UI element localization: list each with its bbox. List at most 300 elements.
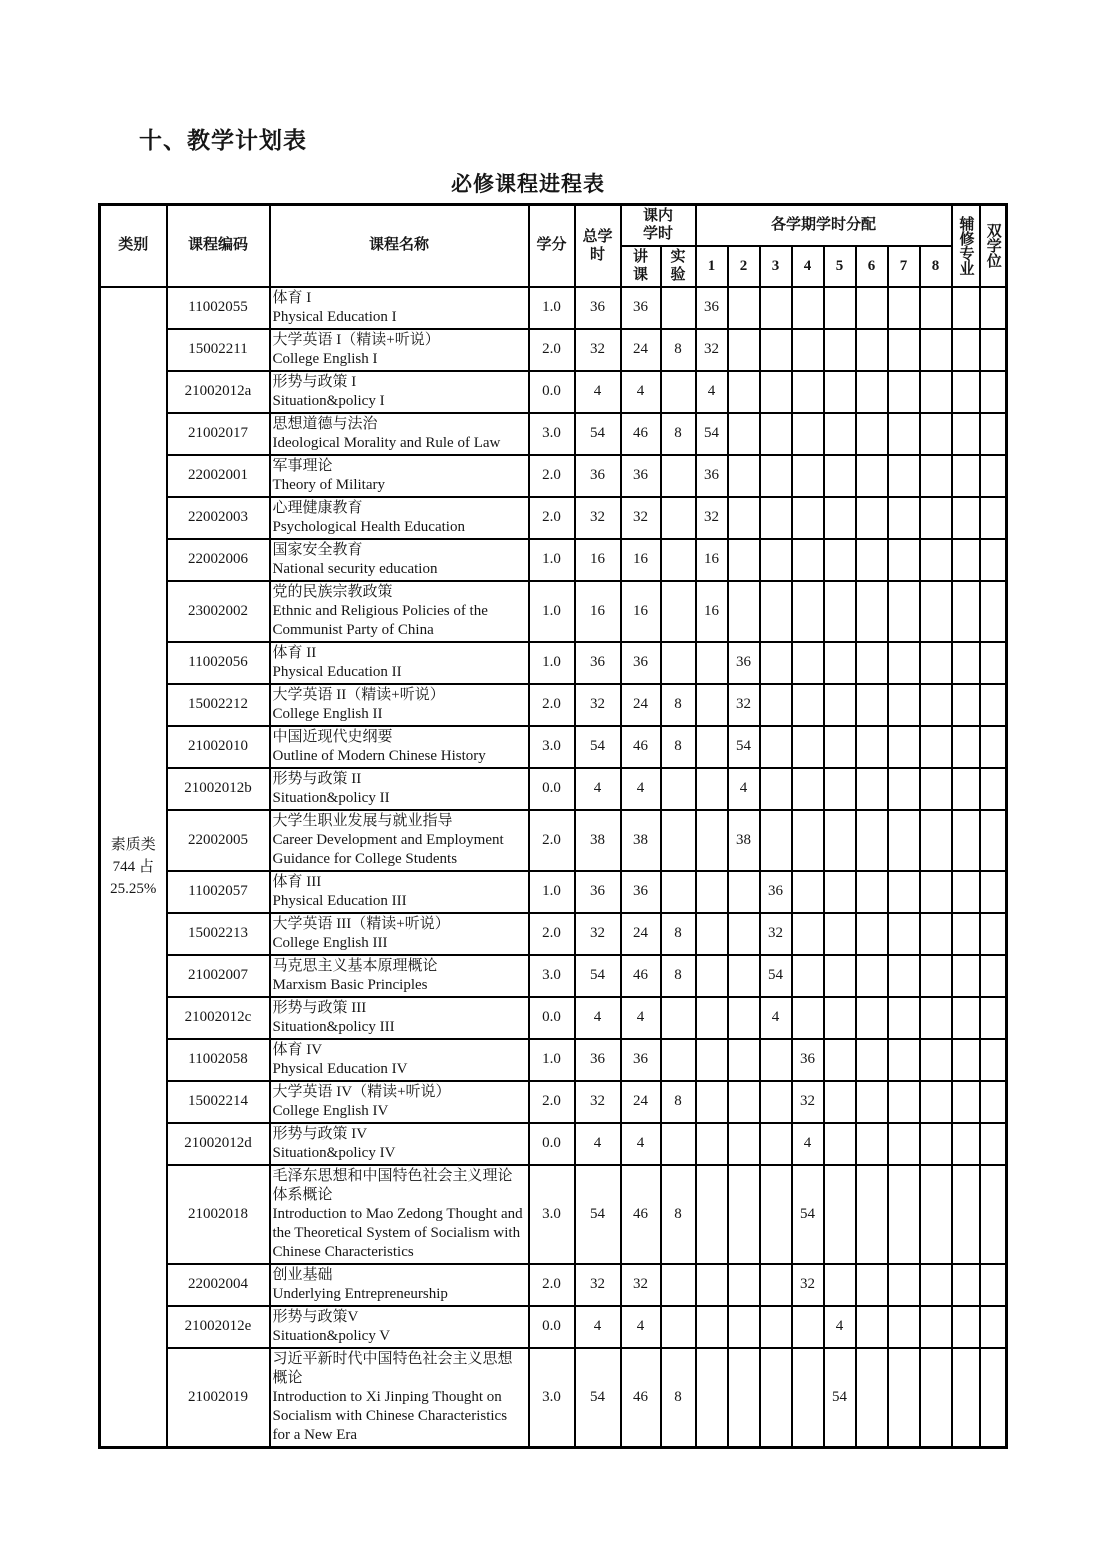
- semester-2-hours-cell: [728, 1348, 760, 1448]
- semester-7-hours-cell: [888, 642, 920, 684]
- experiment-hours-cell: 8: [661, 413, 696, 455]
- total-hours-cell: 32: [575, 329, 621, 371]
- course-name-zh: 体育 II: [272, 644, 317, 661]
- semester-4-hours-cell: 32: [792, 1264, 824, 1306]
- header-semester-2: 2: [728, 246, 760, 287]
- semester-3-hours-cell: [760, 1081, 792, 1123]
- semester-1-hours-cell: 36: [696, 455, 728, 497]
- lecture-hours-cell: 46: [621, 955, 661, 997]
- lecture-hours-cell: 16: [621, 581, 661, 642]
- minor-cell: [952, 768, 980, 810]
- total-hours-cell: 38: [575, 810, 621, 871]
- semester-1-hours-cell: [696, 1264, 728, 1306]
- total-hours-cell: 4: [575, 1306, 621, 1348]
- double-degree-cell: [980, 1081, 1007, 1123]
- semester-4-hours-cell: [792, 1348, 824, 1448]
- minor-cell: [952, 913, 980, 955]
- category-cell: [100, 287, 167, 1448]
- minor-cell: [952, 539, 980, 581]
- credits-cell: 1.0: [529, 581, 575, 642]
- credits-cell: 2.0: [529, 497, 575, 539]
- semester-7-hours-cell: [888, 1264, 920, 1306]
- course-code-cell: 22002006: [167, 539, 270, 581]
- header-semester-4: 4: [792, 246, 824, 287]
- semester-8-hours-cell: [920, 726, 952, 768]
- minor-cell: [952, 726, 980, 768]
- course-code-cell: 22002001: [167, 455, 270, 497]
- total-hours-cell: 32: [575, 1081, 621, 1123]
- semester-3-hours-cell: [760, 642, 792, 684]
- semester-7-hours-cell: [888, 1348, 920, 1448]
- course-code-cell: 21002012e: [167, 1306, 270, 1348]
- lecture-hours-cell: 38: [621, 810, 661, 871]
- double-degree-cell: [980, 287, 1007, 329]
- semester-5-hours-cell: [824, 768, 856, 810]
- experiment-hours-cell: [661, 581, 696, 642]
- course-row: [100, 581, 1007, 642]
- course-table-body: [100, 287, 1007, 1448]
- total-hours-cell: 16: [575, 581, 621, 642]
- header-in-class-hours: 课内学时: [621, 205, 696, 246]
- total-hours-cell: 36: [575, 287, 621, 329]
- semester-8-hours-cell: [920, 1081, 952, 1123]
- semester-5-hours-cell: 54: [824, 1348, 856, 1448]
- lecture-hours-cell: 24: [621, 1081, 661, 1123]
- lecture-hours-cell: 16: [621, 539, 661, 581]
- course-code-cell: 21002012a: [167, 371, 270, 413]
- course-name-cell: [270, 997, 529, 1039]
- double-degree-cell: [980, 1348, 1007, 1448]
- semester-6-hours-cell: [856, 1081, 888, 1123]
- semester-5-hours-cell: [824, 497, 856, 539]
- total-hours-cell: 54: [575, 1348, 621, 1448]
- credits-cell: 3.0: [529, 955, 575, 997]
- semester-5-hours-cell: [824, 413, 856, 455]
- course-name-zh: 党的民族宗教政策: [272, 583, 393, 600]
- semester-7-hours-cell: [888, 768, 920, 810]
- semester-4-hours-cell: [792, 684, 824, 726]
- semester-6-hours-cell: [856, 768, 888, 810]
- course-name-en: Physical Education III: [272, 892, 407, 909]
- experiment-hours-cell: [661, 810, 696, 871]
- semester-5-hours-cell: [824, 371, 856, 413]
- course-name-zh: 形势与政策 III: [272, 999, 367, 1016]
- semester-4-hours-cell: [792, 455, 824, 497]
- lecture-hours-cell: 4: [621, 1306, 661, 1348]
- minor-cell: [952, 581, 980, 642]
- course-name-en: College English IV: [272, 1102, 389, 1119]
- semester-1-hours-cell: 36: [696, 287, 728, 329]
- semester-6-hours-cell: [856, 871, 888, 913]
- course-row: [100, 1123, 1007, 1165]
- double-degree-cell: [980, 871, 1007, 913]
- semester-2-hours-cell: [728, 1039, 760, 1081]
- semester-1-hours-cell: 32: [696, 329, 728, 371]
- minor-cell: [952, 329, 980, 371]
- semester-3-hours-cell: [760, 726, 792, 768]
- credits-cell: 0.0: [529, 1306, 575, 1348]
- semester-7-hours-cell: [888, 997, 920, 1039]
- course-code-cell: 15002211: [167, 329, 270, 371]
- semester-5-hours-cell: [824, 1039, 856, 1081]
- course-row: [100, 810, 1007, 871]
- double-degree-cell: [980, 1306, 1007, 1348]
- header-semester-6: 6: [856, 246, 888, 287]
- semester-8-hours-cell: [920, 997, 952, 1039]
- double-degree-cell: [980, 1264, 1007, 1306]
- course-row: [100, 726, 1007, 768]
- minor-cell: [952, 413, 980, 455]
- semester-7-hours-cell: [888, 955, 920, 997]
- experiment-hours-cell: [661, 871, 696, 913]
- semester-2-hours-cell: [728, 497, 760, 539]
- minor-cell: [952, 1264, 980, 1306]
- course-name-zh: 大学生职业发展与就业指导: [272, 812, 453, 829]
- semester-4-hours-cell: [792, 329, 824, 371]
- course-code-cell: 15002212: [167, 684, 270, 726]
- credits-cell: 3.0: [529, 1348, 575, 1448]
- experiment-hours-cell: [661, 1264, 696, 1306]
- course-name-cell: [270, 871, 529, 913]
- semester-6-hours-cell: [856, 455, 888, 497]
- lecture-hours-cell: 36: [621, 871, 661, 913]
- semester-4-hours-cell: [792, 497, 824, 539]
- double-degree-cell: [980, 684, 1007, 726]
- semester-5-hours-cell: [824, 642, 856, 684]
- experiment-hours-cell: 8: [661, 1081, 696, 1123]
- semester-2-hours-cell: [728, 913, 760, 955]
- semester-3-hours-cell: [760, 1348, 792, 1448]
- course-name-zh: 体育 III: [272, 873, 322, 890]
- semester-1-hours-cell: [696, 1123, 728, 1165]
- semester-1-hours-cell: 4: [696, 371, 728, 413]
- semester-3-hours-cell: [760, 1264, 792, 1306]
- lecture-hours-cell: 46: [621, 1165, 661, 1264]
- course-name-en: Theory of Military: [272, 476, 385, 493]
- semester-4-hours-cell: [792, 726, 824, 768]
- semester-1-hours-cell: [696, 1081, 728, 1123]
- credits-cell: 2.0: [529, 1264, 575, 1306]
- course-name-cell: [270, 581, 529, 642]
- semester-3-hours-cell: [760, 768, 792, 810]
- experiment-hours-cell: [661, 642, 696, 684]
- semester-1-hours-cell: [696, 997, 728, 1039]
- double-degree-cell: [980, 455, 1007, 497]
- experiment-hours-cell: [661, 1306, 696, 1348]
- double-degree-cell: [980, 642, 1007, 684]
- semester-5-hours-cell: [824, 913, 856, 955]
- semester-1-hours-cell: [696, 684, 728, 726]
- credits-cell: 1.0: [529, 642, 575, 684]
- course-code-cell: 22002003: [167, 497, 270, 539]
- course-name-cell: [270, 913, 529, 955]
- header-semester-5: 5: [824, 246, 856, 287]
- double-degree-cell: [980, 497, 1007, 539]
- course-name-cell: [270, 539, 529, 581]
- semester-4-hours-cell: 32: [792, 1081, 824, 1123]
- total-hours-cell: 36: [575, 642, 621, 684]
- semester-8-hours-cell: [920, 768, 952, 810]
- header-semester-1: 1: [696, 246, 728, 287]
- semester-4-hours-cell: [792, 642, 824, 684]
- minor-cell: [952, 1348, 980, 1448]
- semester-4-hours-cell: [792, 871, 824, 913]
- course-code-cell: 11002056: [167, 642, 270, 684]
- minor-cell: [952, 871, 980, 913]
- minor-cell: [952, 287, 980, 329]
- semester-8-hours-cell: [920, 287, 952, 329]
- course-name-zh: 创业基础: [272, 1266, 333, 1283]
- semester-3-hours-cell: [760, 413, 792, 455]
- semester-5-hours-cell: [824, 684, 856, 726]
- semester-6-hours-cell: [856, 1348, 888, 1448]
- course-name-cell: [270, 413, 529, 455]
- semester-8-hours-cell: [920, 1348, 952, 1448]
- course-row: [100, 287, 1007, 329]
- semester-7-hours-cell: [888, 810, 920, 871]
- course-name-cell: [270, 1264, 529, 1306]
- course-name-zh: 大学英语 III（精读+听说）: [272, 915, 450, 932]
- semester-4-hours-cell: [792, 913, 824, 955]
- double-degree-cell: [980, 371, 1007, 413]
- credits-cell: 2.0: [529, 913, 575, 955]
- course-row: [100, 1081, 1007, 1123]
- semester-8-hours-cell: [920, 1165, 952, 1264]
- lecture-hours-cell: 46: [621, 413, 661, 455]
- header-course-code: 课程编码: [167, 205, 270, 287]
- course-row: [100, 684, 1007, 726]
- semester-8-hours-cell: [920, 455, 952, 497]
- total-hours-cell: 54: [575, 955, 621, 997]
- semester-3-hours-cell: 32: [760, 913, 792, 955]
- credits-cell: 3.0: [529, 1165, 575, 1264]
- credits-cell: 2.0: [529, 810, 575, 871]
- lecture-hours-cell: 4: [621, 1123, 661, 1165]
- course-row: [100, 1165, 1007, 1264]
- semester-8-hours-cell: [920, 539, 952, 581]
- semester-4-hours-cell: [792, 768, 824, 810]
- header-double-degree: 双学位: [980, 205, 1007, 287]
- total-hours-cell: 54: [575, 413, 621, 455]
- lecture-hours-cell: 36: [621, 287, 661, 329]
- header-credits: 学分: [529, 205, 575, 287]
- semester-4-hours-cell: [792, 1306, 824, 1348]
- lecture-hours-cell: 46: [621, 726, 661, 768]
- semester-3-hours-cell: [760, 539, 792, 581]
- semester-7-hours-cell: [888, 913, 920, 955]
- course-name-zh: 体育 IV: [272, 1041, 323, 1058]
- course-name-cell: [270, 642, 529, 684]
- semester-2-hours-cell: [728, 371, 760, 413]
- semester-6-hours-cell: [856, 1264, 888, 1306]
- semester-6-hours-cell: [856, 539, 888, 581]
- semester-5-hours-cell: [824, 455, 856, 497]
- course-code-cell: 21002007: [167, 955, 270, 997]
- semester-3-hours-cell: [760, 1039, 792, 1081]
- course-name-zh: 马克思主义基本原理概论: [272, 957, 438, 974]
- experiment-hours-cell: [661, 1039, 696, 1081]
- course-name-cell: [270, 810, 529, 871]
- lecture-hours-cell: 4: [621, 768, 661, 810]
- lecture-hours-cell: 36: [621, 455, 661, 497]
- course-name-cell: [270, 287, 529, 329]
- semester-6-hours-cell: [856, 955, 888, 997]
- semester-2-hours-cell: 38: [728, 810, 760, 871]
- double-degree-cell: [980, 329, 1007, 371]
- credits-cell: 3.0: [529, 413, 575, 455]
- table-header: [100, 205, 1007, 287]
- semester-1-hours-cell: [696, 1165, 728, 1264]
- course-code-cell: 15002214: [167, 1081, 270, 1123]
- lecture-hours-cell: 36: [621, 1039, 661, 1081]
- course-row: [100, 913, 1007, 955]
- total-hours-cell: 32: [575, 913, 621, 955]
- semester-8-hours-cell: [920, 413, 952, 455]
- double-degree-cell: [980, 913, 1007, 955]
- header-category: 类别: [100, 205, 167, 287]
- semester-6-hours-cell: [856, 1039, 888, 1081]
- course-name-cell: [270, 497, 529, 539]
- header-semester-3: 3: [760, 246, 792, 287]
- experiment-hours-cell: [661, 1123, 696, 1165]
- total-hours-cell: 32: [575, 497, 621, 539]
- experiment-hours-cell: [661, 768, 696, 810]
- course-code-cell: 11002055: [167, 287, 270, 329]
- semester-1-hours-cell: 32: [696, 497, 728, 539]
- lecture-hours-cell: 4: [621, 371, 661, 413]
- semester-5-hours-cell: [824, 539, 856, 581]
- semester-8-hours-cell: [920, 913, 952, 955]
- header-course-name: 课程名称: [270, 205, 529, 287]
- credits-cell: 1.0: [529, 871, 575, 913]
- experiment-hours-cell: [661, 371, 696, 413]
- semester-6-hours-cell: [856, 642, 888, 684]
- course-name-cell: [270, 1165, 529, 1264]
- course-name-zh: 形势与政策 IV: [272, 1125, 368, 1142]
- course-row: [100, 371, 1007, 413]
- semester-7-hours-cell: [888, 1165, 920, 1264]
- semester-7-hours-cell: [888, 871, 920, 913]
- semester-6-hours-cell: [856, 810, 888, 871]
- semester-8-hours-cell: [920, 642, 952, 684]
- course-row: [100, 455, 1007, 497]
- double-degree-cell: [980, 997, 1007, 1039]
- semester-1-hours-cell: 16: [696, 539, 728, 581]
- course-name-zh: 中国近现代史纲要: [272, 728, 393, 745]
- experiment-hours-cell: 8: [661, 684, 696, 726]
- semester-6-hours-cell: [856, 413, 888, 455]
- course-row: [100, 539, 1007, 581]
- total-hours-cell: 4: [575, 371, 621, 413]
- semester-6-hours-cell: [856, 329, 888, 371]
- header-semester-7: 7: [888, 246, 920, 287]
- required-courses-table: [98, 203, 1008, 1449]
- minor-cell: [952, 1123, 980, 1165]
- semester-2-hours-cell: [728, 287, 760, 329]
- semester-2-hours-cell: [728, 997, 760, 1039]
- semester-8-hours-cell: [920, 684, 952, 726]
- semester-4-hours-cell: [792, 287, 824, 329]
- course-code-cell: 11002058: [167, 1039, 270, 1081]
- course-code-cell: 21002010: [167, 726, 270, 768]
- semester-2-hours-cell: 36: [728, 642, 760, 684]
- course-row: [100, 1264, 1007, 1306]
- semester-7-hours-cell: [888, 455, 920, 497]
- semester-4-hours-cell: 54: [792, 1165, 824, 1264]
- semester-5-hours-cell: [824, 955, 856, 997]
- course-name-zh: 国家安全教育: [272, 541, 363, 558]
- semester-6-hours-cell: [856, 1165, 888, 1264]
- double-degree-cell: [980, 539, 1007, 581]
- experiment-hours-cell: 8: [661, 1348, 696, 1448]
- semester-1-hours-cell: [696, 1348, 728, 1448]
- course-code-cell: 21002012b: [167, 768, 270, 810]
- course-name-en: Situation&policy V: [272, 1327, 391, 1344]
- course-name-cell: [270, 1348, 529, 1448]
- course-row: [100, 955, 1007, 997]
- total-hours-cell: 36: [575, 455, 621, 497]
- semester-1-hours-cell: [696, 810, 728, 871]
- semester-2-hours-cell: [728, 1165, 760, 1264]
- semester-3-hours-cell: [760, 497, 792, 539]
- semester-5-hours-cell: [824, 810, 856, 871]
- semester-7-hours-cell: [888, 1081, 920, 1123]
- course-code-cell: 15002213: [167, 913, 270, 955]
- semester-8-hours-cell: [920, 871, 952, 913]
- course-name-zh: 心理健康教育: [272, 499, 363, 516]
- semester-1-hours-cell: [696, 1306, 728, 1348]
- double-degree-cell: [980, 955, 1007, 997]
- credits-cell: 2.0: [529, 329, 575, 371]
- semester-5-hours-cell: [824, 287, 856, 329]
- course-row: [100, 768, 1007, 810]
- lecture-hours-cell: 24: [621, 913, 661, 955]
- course-code-cell: 21002019: [167, 1348, 270, 1448]
- semester-6-hours-cell: [856, 371, 888, 413]
- semester-4-hours-cell: [792, 581, 824, 642]
- course-name-cell: [270, 371, 529, 413]
- semester-4-hours-cell: [792, 810, 824, 871]
- course-row: [100, 413, 1007, 455]
- semester-1-hours-cell: [696, 871, 728, 913]
- course-name-en: Outline of Modern Chinese History: [272, 747, 486, 764]
- semester-5-hours-cell: [824, 1123, 856, 1165]
- experiment-hours-cell: 8: [661, 1165, 696, 1264]
- header-total-hours: 总学时: [575, 205, 621, 287]
- semester-3-hours-cell: [760, 371, 792, 413]
- semester-7-hours-cell: [888, 1039, 920, 1081]
- course-code-cell: 21002018: [167, 1165, 270, 1264]
- semester-3-hours-cell: [760, 287, 792, 329]
- lecture-hours-cell: 36: [621, 642, 661, 684]
- course-name-zh: 大学英语 IV（精读+听说）: [272, 1083, 451, 1100]
- semester-7-hours-cell: [888, 1306, 920, 1348]
- credits-cell: 1.0: [529, 539, 575, 581]
- semester-6-hours-cell: [856, 684, 888, 726]
- course-name-en: Career Development and Employment Guidance for College Students: [272, 831, 504, 867]
- total-hours-cell: 4: [575, 1123, 621, 1165]
- experiment-hours-cell: [661, 287, 696, 329]
- semester-8-hours-cell: [920, 581, 952, 642]
- credits-cell: 3.0: [529, 726, 575, 768]
- semester-1-hours-cell: [696, 768, 728, 810]
- total-hours-cell: 36: [575, 871, 621, 913]
- semester-8-hours-cell: [920, 1123, 952, 1165]
- credits-cell: 0.0: [529, 768, 575, 810]
- experiment-hours-cell: [661, 455, 696, 497]
- minor-cell: [952, 1039, 980, 1081]
- semester-3-hours-cell: 4: [760, 997, 792, 1039]
